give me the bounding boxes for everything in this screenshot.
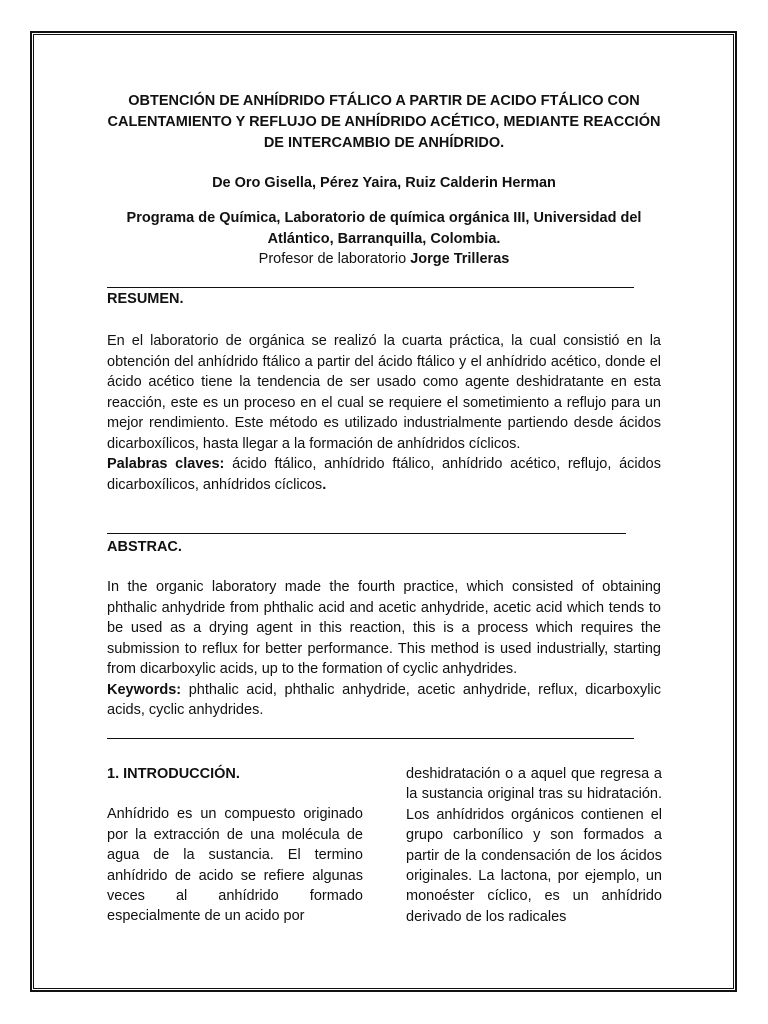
intro-right-text: deshidratación o a aquel que regresa a la sustancia original tras su hidratación. Los anhídridos orgánicos contienen el grupo carbonílico y son formados a partir de la condensación de los ácidos originales. La lactona, por ejemplo, un monoéster cíclico, es un anhídrido derivado de los radicales <box>406 766 662 925</box>
paper-title: OBTENCIÓN DE ANHÍDRIDO FTÁLICO A PARTIR DE ACIDO FTÁLICO CON CALENTAMIENTO Y REFLUJO DE ANHÍDRIDO ACÉTICO, MEDIANTE REACCIÓN DE INTERCAMBIO DE ANHÍDRIDO. <box>107 93 661 151</box>
divider-top <box>107 287 634 288</box>
intro-left-text: Anhídrido es un compuesto originado por la extracción de una molécula de agua de la sustancia. El termino anhídrido de acido se refiere algunas veces al anhídrido formado especialmente de un acido por <box>107 806 363 925</box>
intro-heading: 1. INTRODUCCIÓN. <box>107 766 240 782</box>
professor-name: Jorge Trilleras <box>410 251 510 267</box>
professor-label: Profesor de laboratorio <box>258 251 407 267</box>
affiliation-block <box>100 208 668 270</box>
resumen-body: En el laboratorio de orgánica se realizó la cuarta práctica, la cual consistió en la obtención del anhídrido ftálico a partir del ácido ftálico y el anhídrido acético, donde el ácido acético tiene la tendencia de ser usado como agente deshidratante en esta reacción, este es un proceso en el cual se requiere el sometimiento a reflujo para un mejor rendimiento. Este método es utilizado industrialmente partiendo desde ácidos dicarboxílicos, hasta llegar a la formación de anhídridos cíclicos. <box>107 333 661 452</box>
abstract-body: In the organic laboratory made the fourth practice, which consisted of obtaining phthalic anhydride from phthalic acid and acetic anhydride, acetic acid which tends to be used as a drying agent in this reaction, this is a process which requires the submission to reflux for better performance. This method is used industrially, starting from dicarboxylic acids, up to the formation of cyclic anhydrides. <box>107 579 661 677</box>
intro-right-column <box>406 764 662 927</box>
abstract-heading: ABSTRAC. <box>107 539 182 555</box>
resumen-section <box>107 331 661 495</box>
author-list: De Oro Gisella, Pérez Yaira, Ruiz Calderin Herman <box>212 175 556 191</box>
abstract-section <box>107 577 661 721</box>
affiliation: Programa de Química, Laboratorio de química orgánica III, Universidad del Atlántico, Barranquilla, Colombia. <box>126 210 642 247</box>
resumen-heading: RESUMEN. <box>107 291 184 307</box>
abstract-keywords-label: Keywords: <box>107 681 182 698</box>
resumen-keywords: ácido ftálico, anhídrido ftálico, anhídrido acético, reflujo, ácidos dicarboxílicos, anhídridos cíclicos <box>107 456 661 493</box>
divider-bottom <box>107 738 634 739</box>
intro-left-column <box>107 764 363 927</box>
resumen-keywords-end: . <box>322 476 327 493</box>
resumen-keywords-label: Palabras claves: <box>107 456 225 472</box>
abstract-keywords: phthalic acid, phthalic anhydride, acetic anhydride, reflux, dicarboxylic acids, cyclic anhydrides. <box>107 681 661 718</box>
divider-middle <box>107 533 626 534</box>
